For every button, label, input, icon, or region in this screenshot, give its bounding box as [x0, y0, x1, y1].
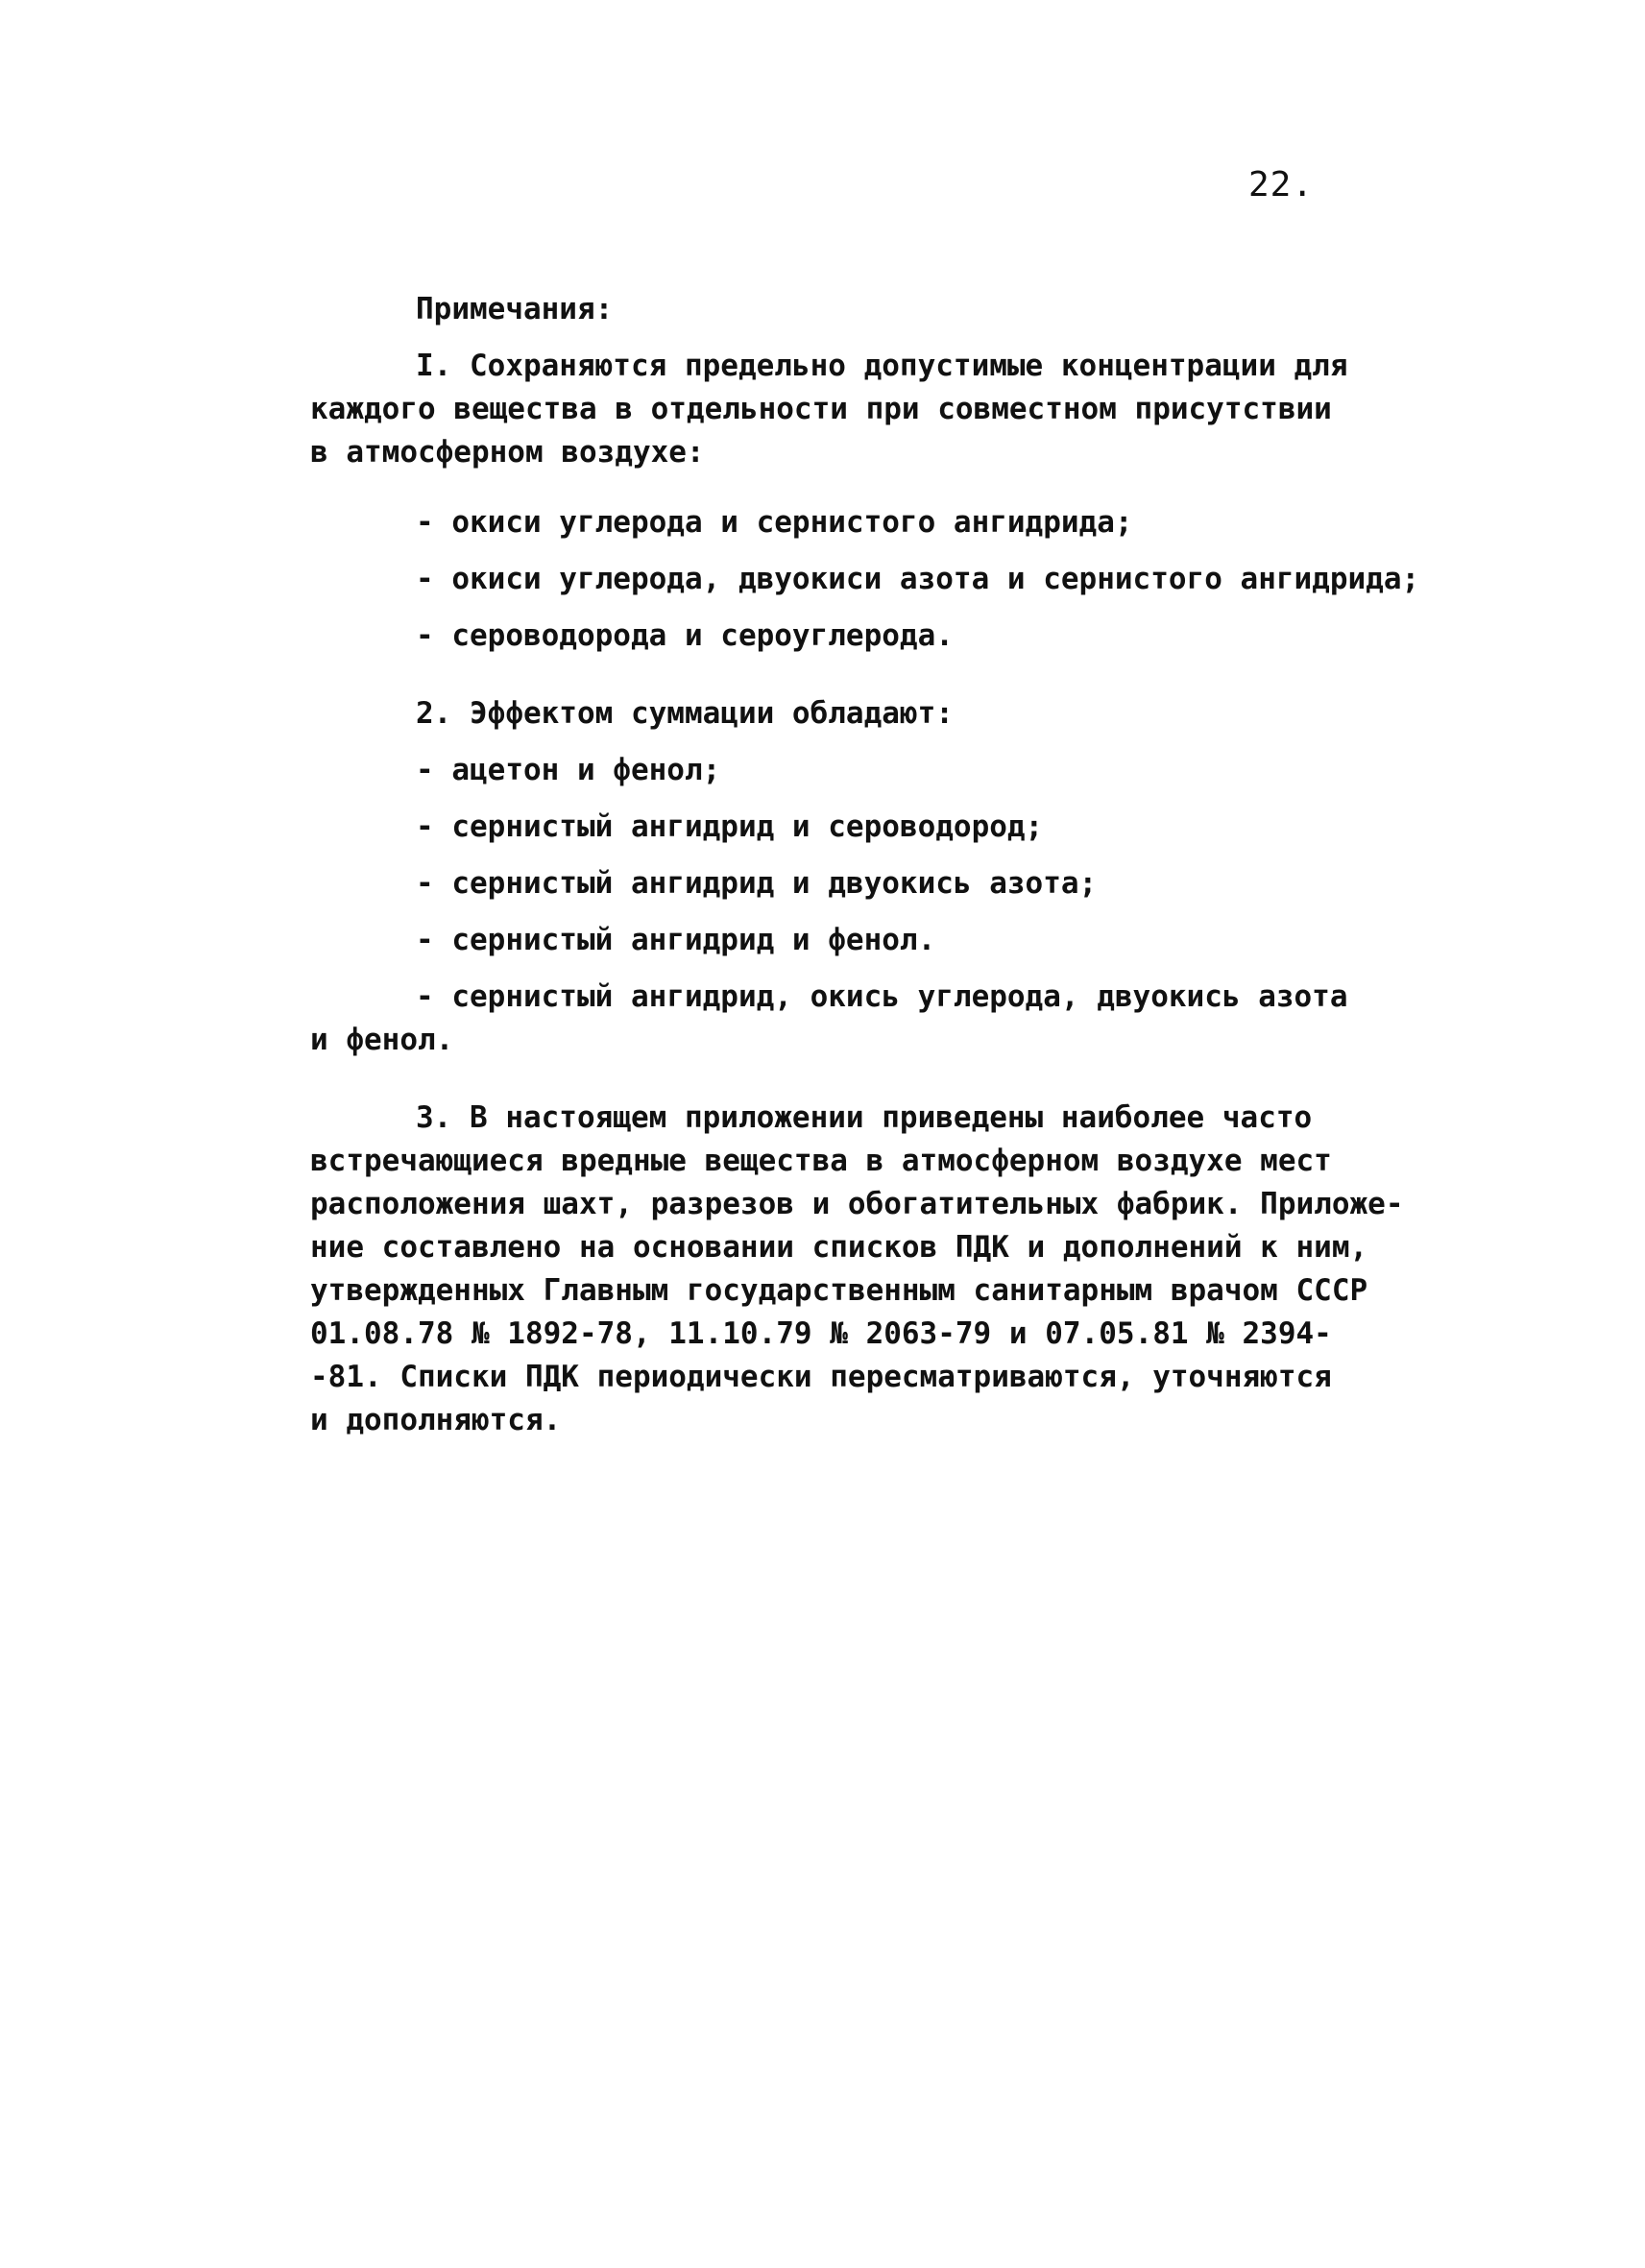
note-1-list-item: - окиси углерода, двуокиси азота и сернистого ангидрида; — [416, 562, 1420, 596]
note-3-line: -81. Списки ПДК периодически пересматриваются, уточняются — [310, 1360, 1332, 1394]
note-2-lead: 2. Эффектом суммации обладают: — [416, 696, 954, 731]
page-number: 22. — [1248, 165, 1315, 205]
note-2-list-item: - сернистый ангидрид и фенол. — [416, 923, 936, 957]
note-2-list-item-continuation: и фенол. — [310, 1023, 454, 1057]
note-3-line: 3. В настоящем приложении приведены наиболее часто — [416, 1100, 1313, 1135]
notes-heading: Примечания: — [416, 292, 614, 326]
note-1-line: в атмосферном воздухе: — [310, 435, 705, 470]
note-2-list-item: - сернистый ангидрид и двуокись азота; — [416, 866, 1098, 901]
note-2-list-item: - ацетон и фенол; — [416, 753, 721, 787]
note-1-list-item: - окиси углерода и сернистого ангидрида; — [416, 505, 1133, 540]
note-3-line: утвержденных Главным государственным санитарным врачом СССР — [310, 1273, 1368, 1308]
note-3 — [310, 1097, 1404, 1442]
note-3-line: и дополняются. — [310, 1403, 562, 1437]
note-1-line: каждого вещества в отдельности при совместном присутствии — [310, 392, 1332, 426]
note-3-line: 01.08.78 № 1892-78, 11.10.79 № 2063-79 и 07.05.81 № 2394- — [310, 1316, 1332, 1351]
note-1-line: I. Сохраняются предельно допустимые концентрации для — [416, 349, 1348, 383]
note-1-list-item: - сероводорода и сероуглерода. — [416, 618, 954, 653]
note-2-list-item: - сернистый ангидрид и сероводород; — [416, 809, 1044, 844]
note-3-line: ние составлено на основании списков ПДК и дополнений к ним, — [310, 1230, 1368, 1265]
note-3-line: расположения шахт, разрезов и обогатительных фабрик. Приложе- — [310, 1187, 1404, 1221]
note-3-line: встречающиеся вредные вещества в атмосферном воздухе мест — [310, 1144, 1332, 1178]
notes-section — [310, 288, 1420, 1442]
note-1 — [310, 345, 1367, 474]
note-2-list-item: - сернистый ангидрид, окись углерода, двуокись азота — [416, 979, 1348, 1014]
